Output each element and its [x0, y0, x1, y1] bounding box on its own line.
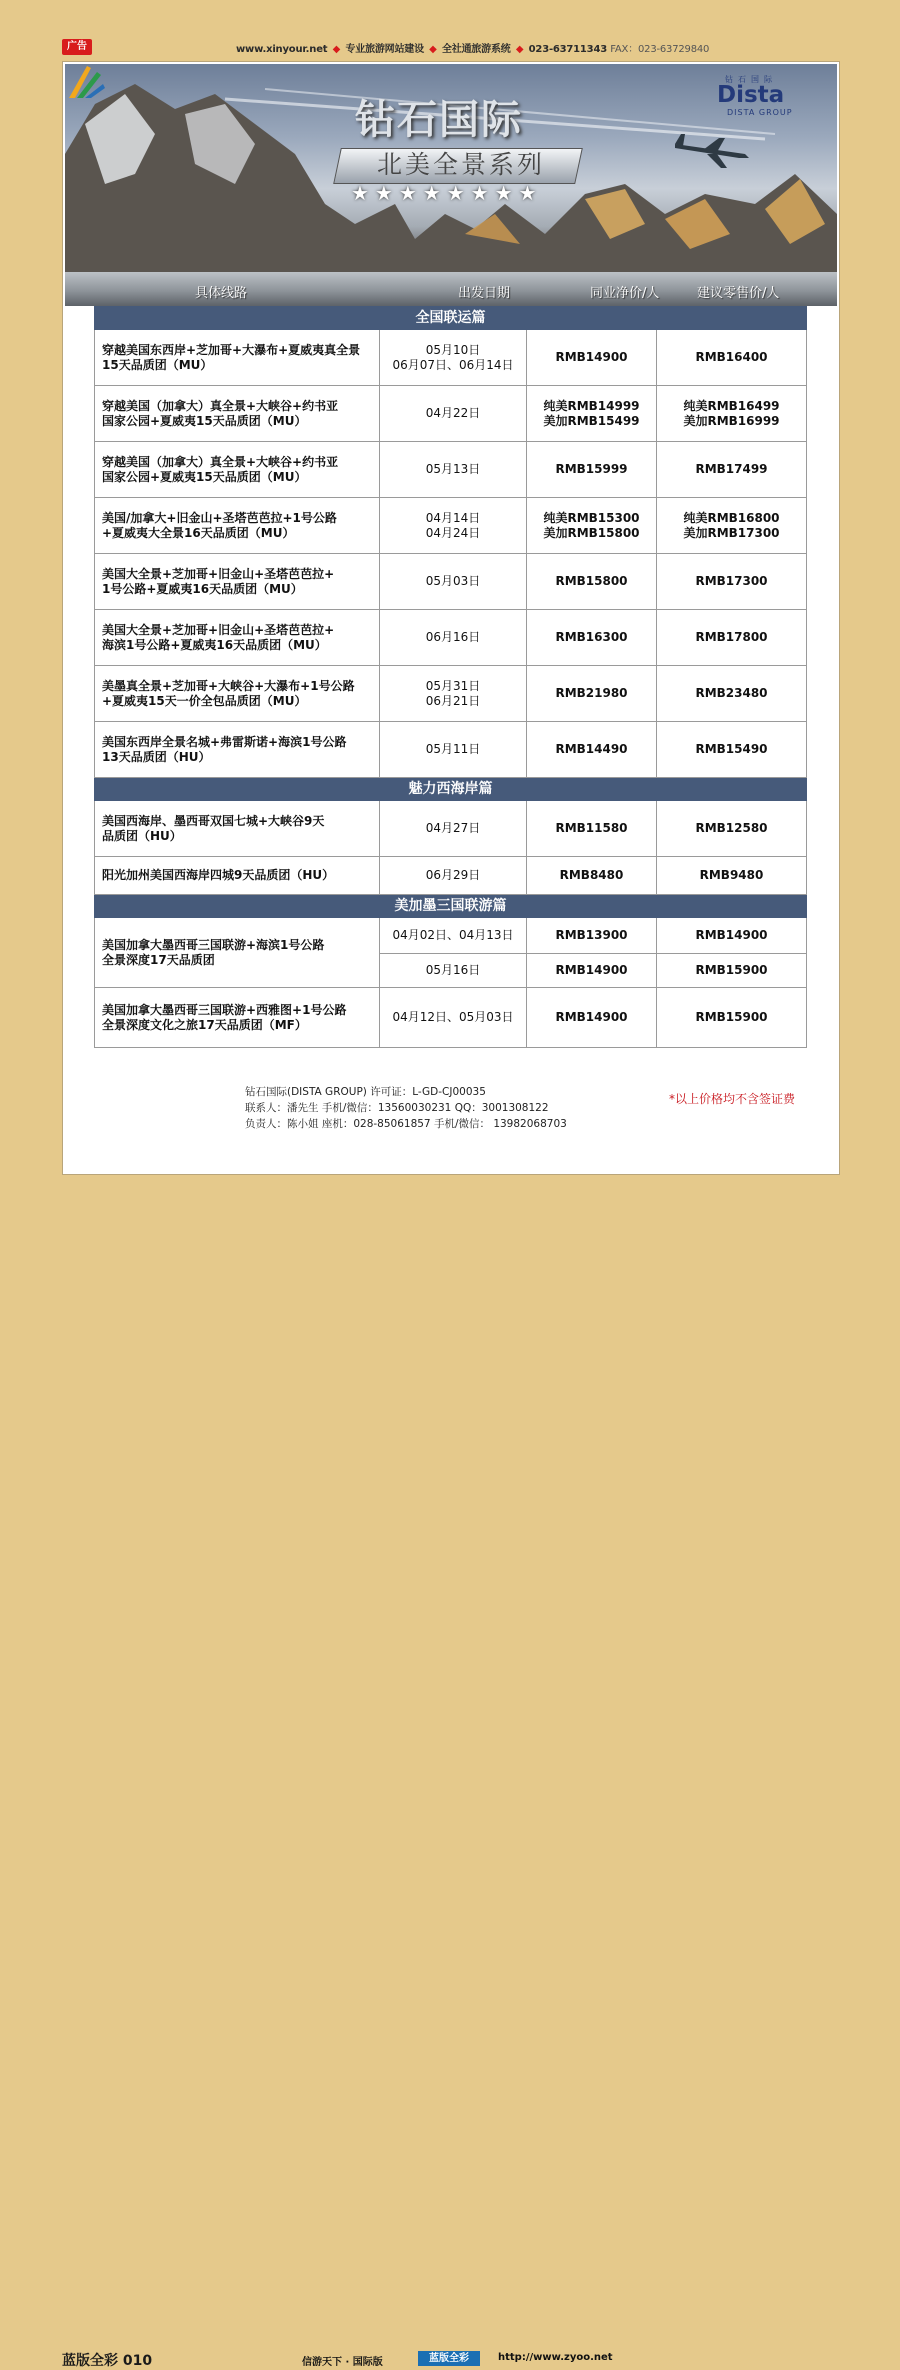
cell-line: 15天品质团（MU）: [102, 357, 213, 372]
cell-line: 国家公园+夏威夷15天品质团（MU）: [102, 413, 307, 428]
cell-line: RMB11580: [555, 821, 628, 835]
cell-line: 04月22日: [425, 406, 481, 420]
cell-dates: [380, 722, 527, 778]
bullet-icon: ◆: [515, 44, 524, 55]
top-slogan-2: 全社通旅游系统: [441, 44, 511, 55]
route-name: [95, 610, 380, 666]
cell-line: 穿越美国（加拿大）真全景+大峡谷+约书亚: [102, 398, 339, 413]
top-fax: FAX：023-63729840: [610, 44, 710, 55]
cell-line: 品质团（HU）: [102, 828, 182, 843]
cell-net: [527, 386, 657, 442]
cell-line: RMB15900: [695, 1010, 768, 1024]
cell-line: RMB17499: [695, 462, 768, 476]
bottom-bar: [0, 1172, 900, 2369]
table-row: [95, 554, 807, 610]
page-number: 蓝版全彩 010: [62, 2353, 153, 2369]
cell-line: 纯美RMB15300: [543, 510, 640, 525]
cell-line: RMB14900: [555, 1010, 628, 1024]
route-name: [95, 988, 380, 1048]
cell-net: [527, 610, 657, 666]
col-retail: 建议零售价/人: [697, 286, 780, 301]
cell-retail: [657, 801, 807, 857]
cell-line: 1号公路+夏威夷16天品质团（MU）: [102, 581, 303, 596]
cell-date: 05月16日: [380, 954, 527, 988]
cell-line: 穿越美国（加拿大）真全景+大峡谷+约书亚: [102, 454, 339, 469]
table-row: [95, 988, 807, 1048]
cell-retail: [657, 554, 807, 610]
cell-line: 04月27日: [425, 821, 481, 835]
route-name: [95, 554, 380, 610]
route-name: [95, 498, 380, 554]
cell-retail: [657, 498, 807, 554]
cell-line: 美加RMB15800: [543, 525, 640, 540]
cell-line: 06月16日: [425, 630, 481, 644]
banner-title: 钻石国际: [355, 97, 523, 143]
top-slogan-1: 专业旅游网站建设: [345, 44, 424, 55]
page-panel: [62, 61, 840, 1175]
cell-line: 04月24日: [425, 525, 481, 540]
cell-dates: [380, 801, 527, 857]
route-name: [95, 857, 380, 895]
cell-line: 美国西海岸、墨西哥双国七城+大峡谷9天: [102, 813, 325, 828]
top-url[interactable]: www.xinyour.net: [236, 44, 328, 55]
cell-line: 美国加拿大墨西哥三国联游+海滨1号公路: [102, 937, 325, 952]
cell-line: RMB17300: [695, 574, 768, 588]
footer-line-3: 负责人：陈小姐 座机：028-85061857 手机/微信： 13982068703: [245, 1118, 567, 1130]
cell-line: 美国东西岸全景名城+弗雷斯诺+海滨1号公路: [102, 734, 347, 749]
cell-line: 05月10日: [425, 342, 481, 357]
table-row: [95, 801, 807, 857]
ad-tag: 广告: [62, 39, 92, 55]
cell-retail: [657, 988, 807, 1048]
cell-line: RMB9480: [699, 868, 764, 882]
route-name: [95, 386, 380, 442]
table-row: [95, 498, 807, 554]
cell-line: 美墨真全景+芝加哥+大峡谷+大瀑布+1号公路: [102, 678, 355, 693]
cell-line: RMB15490: [695, 742, 768, 756]
cell-line: RMB15800: [555, 574, 628, 588]
cell-dates: [380, 498, 527, 554]
cell-dates: [380, 330, 527, 386]
cell-line: RMB23480: [695, 686, 768, 700]
route-name: [95, 918, 380, 988]
logo-small-text: 钻石国际: [725, 75, 777, 84]
cell-line: RMB14900: [555, 350, 628, 364]
footer-line-1: 钻石国际(DISTA GROUP) 许可证：L-GD-CJ00035: [245, 1086, 486, 1098]
cell-retail: RMB14900: [657, 918, 807, 954]
table-row: [95, 666, 807, 722]
section-title: 美加墨三国联游篇: [95, 895, 807, 918]
table-row: [95, 610, 807, 666]
section-header: [95, 895, 807, 918]
cell-dates: [380, 666, 527, 722]
cell-line: RMB16400: [695, 350, 768, 364]
cell-line: RMB8480: [559, 868, 624, 882]
cell-retail: [657, 442, 807, 498]
cell-dates: [380, 554, 527, 610]
col-date: 出发日期: [458, 286, 511, 301]
cell-line: RMB16300: [555, 630, 628, 644]
cell-dates: [380, 610, 527, 666]
table-row: [95, 857, 807, 895]
cell-line: 13天品质团（HU）: [102, 749, 211, 764]
section-title: 魅力西海岸篇: [95, 778, 807, 801]
cell-retail: [657, 666, 807, 722]
bullet-icon: ◆: [429, 44, 437, 55]
cell-net: [527, 330, 657, 386]
cell-net: RMB14900: [527, 954, 657, 988]
cell-line: 阳光加州美国西海岸四城9天品质团（HU）: [102, 868, 335, 882]
cell-line: 穿越美国东西岸+芝加哥+大瀑布+夏威夷真全景: [102, 342, 361, 357]
cell-dates: [380, 442, 527, 498]
cell-line: 美加RMB17300: [683, 525, 780, 540]
col-net: 同业净价/人: [590, 286, 660, 301]
cell-line: 纯美RMB16800: [683, 510, 780, 525]
table-row: [95, 386, 807, 442]
cell-line: 美国大全景+芝加哥+旧金山+圣塔芭芭拉+: [102, 566, 335, 581]
section-title: 全国联运篇: [95, 307, 807, 330]
cell-date: 04月02日、04月13日: [380, 918, 527, 954]
cell-retail: RMB15900: [657, 954, 807, 988]
cell-line: +夏威夷15天一价全包品质团（MU）: [102, 693, 307, 708]
table-row: [95, 722, 807, 778]
cell-net: [527, 988, 657, 1048]
route-table: [94, 306, 807, 1048]
cell-line: 05月13日: [425, 462, 481, 476]
route-name: [95, 801, 380, 857]
table-row: [95, 918, 807, 954]
cell-net: [527, 857, 657, 895]
section-header: [95, 778, 807, 801]
cell-dates: [380, 857, 527, 895]
cell-net: [527, 442, 657, 498]
footer-contact: [245, 1084, 567, 1132]
edition-badge: 蓝版全彩: [418, 2351, 480, 2366]
table-row: [95, 442, 807, 498]
cell-net: RMB13900: [527, 918, 657, 954]
cell-line: RMB21980: [555, 686, 628, 700]
col-route: 具体线路: [195, 286, 248, 301]
cell-line: RMB15999: [555, 462, 628, 476]
cell-retail: [657, 722, 807, 778]
cell-line: 美加RMB16999: [683, 413, 780, 428]
route-name: [95, 722, 380, 778]
cell-retail: [657, 386, 807, 442]
top-phone: 023-63711343: [528, 44, 607, 55]
cell-dates: [380, 988, 527, 1048]
top-contact-line: [236, 40, 709, 55]
cell-line: 美加RMB15499: [543, 413, 640, 428]
cell-line: 04月14日: [425, 510, 481, 525]
cell-net: [527, 554, 657, 610]
cell-line: 全景深度文化之旅17天品质团（MF）: [102, 1017, 307, 1032]
cell-net: [527, 498, 657, 554]
cell-line: 05月03日: [425, 574, 481, 588]
airplane-icon: [675, 134, 749, 168]
route-name: [95, 330, 380, 386]
cell-line: RMB17800: [695, 630, 768, 644]
column-header: [65, 272, 837, 306]
cell-line: 美国/加拿大+旧金山+圣塔芭芭拉+1号公路: [102, 510, 337, 525]
top-bar: [0, 0, 900, 60]
cell-line: 美国大全景+芝加哥+旧金山+圣塔芭芭拉+: [102, 622, 335, 637]
cell-line: 06月21日: [425, 693, 481, 708]
cell-line: 全景深度17天品质团: [102, 952, 215, 967]
route-name: [95, 666, 380, 722]
table-row: [95, 330, 807, 386]
cell-net: [527, 722, 657, 778]
cell-line: 美国加拿大墨西哥三国联游+西雅图+1号公路: [102, 1002, 347, 1017]
bullet-icon: ◆: [332, 44, 341, 55]
cell-line: +夏威夷大全景16天品质团（MU）: [102, 525, 295, 540]
cell-dates: [380, 386, 527, 442]
logo-wordmark: Dista: [717, 82, 785, 108]
cell-net: [527, 801, 657, 857]
cell-retail: [657, 610, 807, 666]
star-row-icon: ★★★★★★★★: [351, 181, 543, 205]
logo-mark-icon: [65, 64, 105, 100]
bottom-url[interactable]: http://www.zyoo.net: [498, 2352, 613, 2363]
cell-line: 纯美RMB14999: [543, 398, 640, 413]
route-name: [95, 442, 380, 498]
cell-line: 05月11日: [425, 742, 481, 756]
cell-line: 06月29日: [425, 868, 481, 882]
cell-line: 纯美RMB16499: [683, 398, 780, 413]
cell-line: RMB12580: [695, 821, 768, 835]
cell-line: 国家公园+夏威夷15天品质团（MU）: [102, 469, 307, 484]
logo-subtext: DISTA GROUP: [727, 108, 793, 117]
banner-series: 北美全景系列: [376, 150, 545, 179]
cell-line: 06月07日、06月14日: [392, 357, 514, 372]
banner: [65, 64, 837, 272]
cell-line: 04月12日、05月03日: [392, 1010, 514, 1024]
section-header: [95, 307, 807, 330]
cell-line: 海滨1号公路+夏威夷16天品质团（MU）: [102, 637, 327, 652]
footer-line-2: 联系人：潘先生 手机/微信：13560030231 QQ：3001308122: [245, 1102, 549, 1114]
cell-line: RMB14490: [555, 742, 628, 756]
cell-line: 05月31日: [425, 678, 481, 693]
bottom-slogan: 信游天下 · 国际版: [302, 2357, 383, 2368]
cell-net: [527, 666, 657, 722]
price-note: *以上价格均不含签证费: [669, 1092, 796, 1106]
cell-retail: [657, 857, 807, 895]
cell-retail: [657, 330, 807, 386]
